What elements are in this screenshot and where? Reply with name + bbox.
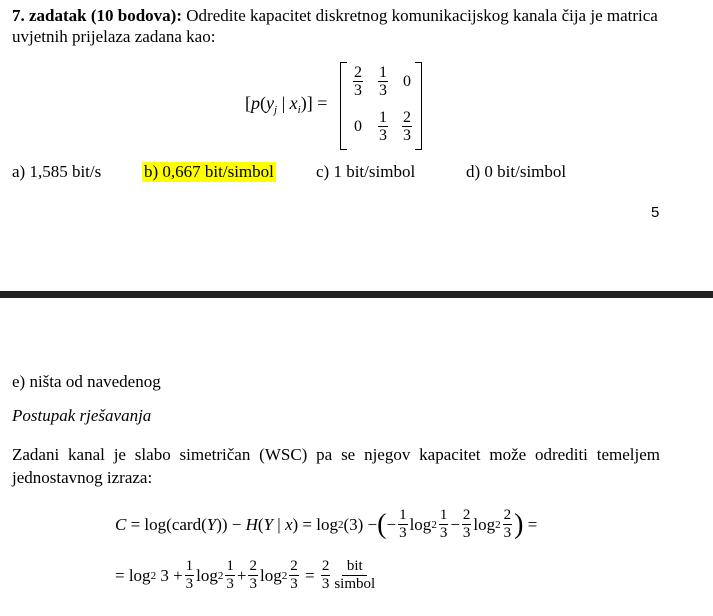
task-line-2: uvjetnih prijelaza zadana kao: [12, 27, 216, 46]
answer-a[interactable]: a) 1,585 bit/s [12, 162, 102, 181]
matrix-cell-r2c2: $\frac{1}{3}$ [379, 109, 387, 144]
matrix-lhs: [$p(y_j$ | $x_i$)] = [245, 93, 328, 116]
task-text-1: Odredite kapacitet diskretnog komunikacijskog kanala čija je matrica [182, 6, 658, 25]
solution-paragraph-line-2: jednostavnog izraza: [12, 468, 153, 487]
matrix-cell-r1c1: $\frac{2}{3}$ [354, 64, 362, 99]
matrix-equation [245, 60, 445, 154]
task-number: 7. zadatak (10 bodova): [12, 6, 183, 25]
matrix-cell-r1c3: 0 [403, 73, 411, 90]
formula-line-1: C = log (card( Y )) − H ( Y | x ) = log 2 (3) − ( − $\frac{1}{3}$ log 2 $\frac{1}{3}$ − $\frac{2}{3}$ log 2 $\frac{2}{3}$ ) = [115, 507, 538, 541]
matrix-cell-r2c3: $\frac{2}{3}$ [403, 109, 411, 144]
answer-d[interactable]: d) 0 bit/simbol [466, 162, 567, 181]
matrix-cell-r1c2: $\frac{1}{3}$ [379, 64, 387, 99]
answer-e[interactable]: e) ništa od navedenog [12, 372, 161, 391]
formula-line-2: = log 2 3 + $\frac{1}{3}$ log 2 $\frac{1}{3}$ + $\frac{2}{3}$ log 2 $\frac{2}{3}$ = $\frac{2}{3}$ $\frac{\text{bit}}{\text{simbol}}$ [115, 558, 376, 592]
solution-heading: Postupak rješavanja [12, 406, 152, 425]
task-line-1 [12, 6, 658, 26]
solution-paragraph-line-1: Zadani kanal je slabo simetričan (WSC) pa se njegov kapacitet može odrediti temeljem [12, 445, 660, 464]
answer-b[interactable]: b) 0,667 bit/simbol [144, 162, 274, 181]
page-number: 5 [651, 204, 660, 221]
page-divider [0, 291, 713, 298]
matrix-cell-r2c1: 0 [354, 118, 362, 135]
answer-c[interactable]: c) 1 bit/simbol [316, 162, 416, 181]
